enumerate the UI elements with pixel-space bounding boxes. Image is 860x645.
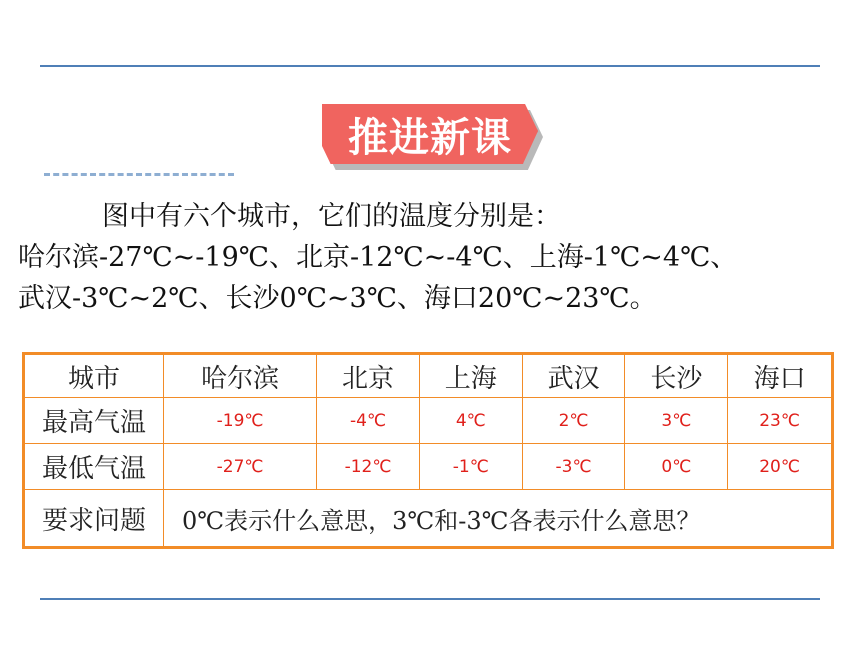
temperature-table <box>22 352 834 549</box>
paragraph-line-3: 武汉-3℃~2℃、长沙0℃~3℃、海口20℃~23℃。 <box>18 283 657 314</box>
header-cell: 武汉 <box>522 354 625 398</box>
high-temp-cell: -19℃ <box>164 398 317 444</box>
question-cell: 0℃表示什么意思，3℃和-3℃各表示什么意思？ <box>164 490 833 548</box>
low-temp-cell: -1℃ <box>419 444 522 490</box>
high-temp-cell: 2℃ <box>522 398 625 444</box>
dashed-divider <box>44 173 234 176</box>
high-temp-cell: 3℃ <box>625 398 728 444</box>
header-cell: 海口 <box>728 354 833 398</box>
high-temp-cell: 23℃ <box>728 398 833 444</box>
section-title: 推进新课 <box>348 114 512 161</box>
paragraph-line-2: 哈尔滨-27℃~-19℃、北京-12℃~-4℃、上海-1℃~4℃、 <box>18 242 738 273</box>
header-cell: 北京 <box>317 354 420 398</box>
high-temp-cell: -4℃ <box>317 398 420 444</box>
table-row-question <box>24 490 833 548</box>
row-label: 要求问题 <box>24 490 164 548</box>
table-header-row <box>24 354 833 398</box>
top-divider <box>40 65 820 67</box>
row-label: 最高气温 <box>24 398 164 444</box>
paragraph-line-1: 图中有六个城市，它们的温度分别是： <box>102 201 561 232</box>
intro-paragraph <box>18 196 848 319</box>
low-temp-cell: -12℃ <box>317 444 420 490</box>
header-cell: 哈尔滨 <box>164 354 317 398</box>
header-cell: 长沙 <box>625 354 728 398</box>
header-cell: 城市 <box>24 354 164 398</box>
low-temp-cell: -27℃ <box>164 444 317 490</box>
low-temp-cell: 0℃ <box>625 444 728 490</box>
bottom-divider <box>40 598 820 600</box>
low-temp-cell: 20℃ <box>728 444 833 490</box>
high-temp-cell: 4℃ <box>419 398 522 444</box>
low-temp-cell: -3℃ <box>522 444 625 490</box>
header-cell: 上海 <box>419 354 522 398</box>
row-label: 最低气温 <box>24 444 164 490</box>
table-row-low <box>24 444 833 490</box>
table-row-high <box>24 398 833 444</box>
